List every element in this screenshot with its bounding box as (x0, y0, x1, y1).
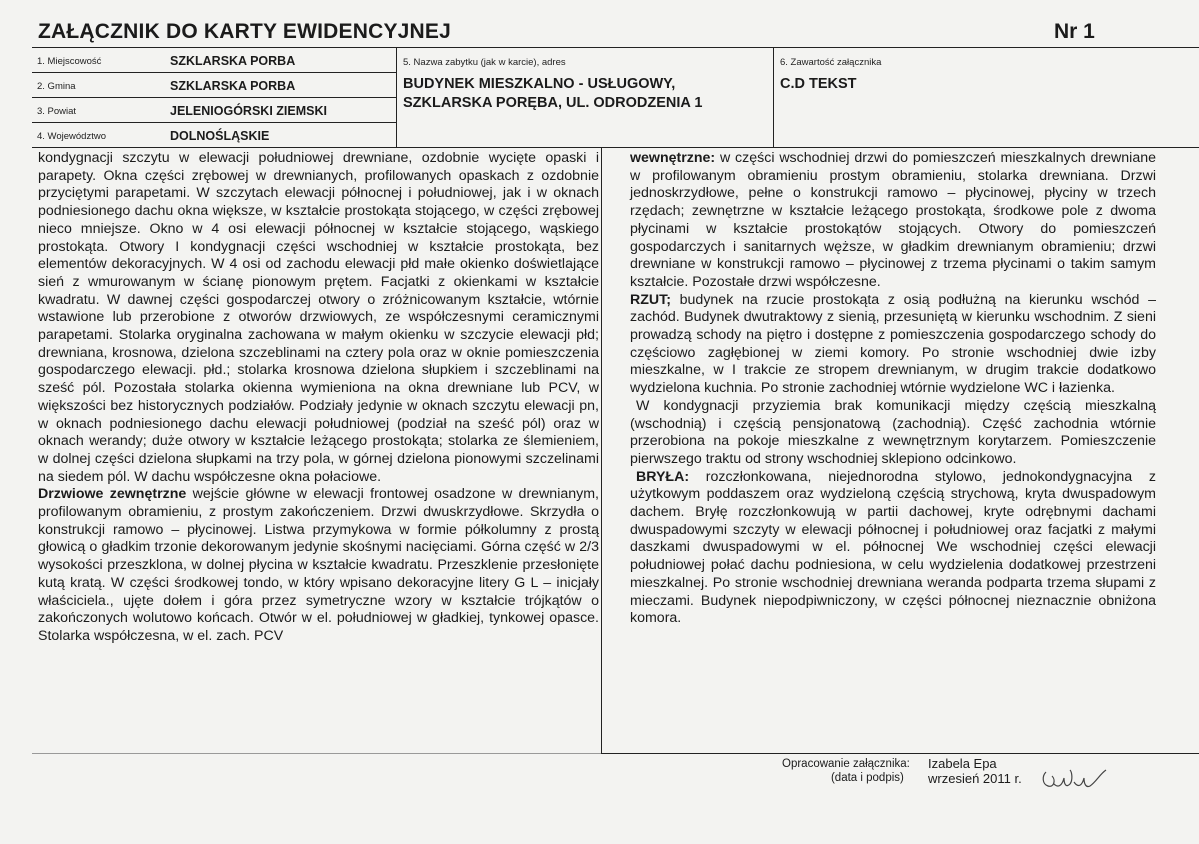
header-divider-1 (396, 48, 397, 147)
object-name-line2: SZKLARSKA PORĘBA, UL. ODRODZENIA 1 (403, 95, 703, 111)
field-value-county: JELENIOGÓRSKI ZIEMSKI (170, 104, 327, 118)
content-label: 6. Zawartość załącznika (780, 57, 882, 68)
header-row-line (32, 72, 396, 73)
exterior-doors-heading: Drzwiowe zewnętrzne (38, 486, 187, 503)
interior-doors-paragraph (630, 150, 1156, 292)
right-column (630, 150, 1156, 628)
field-label-locality: 1. Miejscowość (37, 56, 102, 67)
field-label-county: 3. Powiat (37, 106, 77, 117)
interior-doors-text: w części wschodniej drzwi do pomieszczeń mieszkalnych drewniane w profilowanym obramieniu prostym obramieniu, stolarka drewniana. Drzwi jednoskrzydłowe, pełne o konstrukcji ramowo – płycinowej, płyciny w trzech rzędach; zewnętrzne w kształcie leżącego prostokąta, środkowe pole z dwoma płycinami w kształcie prostokątów stojących. Otwory do pomieszczeń gospodarczych i sanitarnych węższe, w gładkim drewnianym obramieniu; drzwi drewniane w konstrukcji ramowo – płycinowej z trzema płycinami o takim samym kształcie. Pozostałe drzwi współczesne. (630, 150, 1156, 290)
header-bottom-rule (32, 147, 1199, 148)
footer-values (928, 757, 1022, 786)
windows-paragraph: kondygnacji szczytu w elewacji południowej drewniane, ozdobnie wycięte opaski i parapety. Okna części zrębowej w drewnianych, profilowanych opaskach z ozdobnie przyciętymi parapetami. W szczytach elewacji północnej i południowej, jak i w oknach podniesionego dachu okna większe, w kształcie prostokąta stojącego, w części zrębowej nieco mniejsze. Okno w 4 osi elewacji północnej w kształcie stojącego, wąskiego prostokąta. Otwory I kondygnacji części wschodniej w kształcie prostokąta, bez elementów dekoracyjnych. W 4 osi od zachodu elewacji płd małe okienko doświetlające sień z wmurowanym w ścianę pionowym prętem. Facjatki z okienkami w kształcie kwadratu. W dawnej części gospodarczej otwory o zróżnicowanym kształcie, wtórnie wstawione lub przerobione z otworów drzwiowych, ze współczesnymi ceramicznymi parapetami. Stolarka oryginalna zachowana w małym okienku w szczycie elewacji płd; drewniana, krosnowa, dzielona szczeblinami na cztery pola oraz w oknie pomieszczenia gospodarczego elewacji. płd.; stolarka krosnowa dzielona słupkiem i szczeblinami na sześć pól. Pozostała stolarka okienna wymieniona na okna drewniane lub PCV, w większości bez historycznych podziałów. Podziały jedynie w oknach szczytu elewacji pn, w oknach podniesionego dachu elewacji południowej (podział na sześć pól) oraz w oknach werandy; duże otwory w kształcie leżącego prostokąta; stolarka ze ślemieniem, w dolnej części dzielona słupkami na trzy pola, w górnej dzielona pionowymi szczelinami na siedem pól. W dachu współczesne okna połaciowe. (38, 150, 599, 485)
field-label-voivodeship: 4. Województwo (37, 131, 106, 142)
field-value-voivodeship: DOLNOŚLĄSKIE (170, 129, 270, 143)
author-name: Izabela Epa (928, 756, 997, 771)
object-name-line1: BUDYNEK MIESZKALNO - USŁUGOWY, (403, 76, 676, 92)
interior-doors-heading: wewnętrzne: (630, 150, 716, 166)
left-column (38, 150, 599, 646)
ground-floor-paragraph: W kondygnacji przyziemia brak komunikacji między częścią mieszkalną (wschodnią) i częścią pensjonatową (zachodnią). Część zachodnia wtórnie przerobiona na pokoje mieszkalne z wewnętrznym korytarzem. Pomieszczenie pierwszego traktu od strony wschodniej sklepiono odcinkowo. (630, 397, 1156, 467)
header-row-line (32, 122, 396, 123)
column-divider (601, 148, 602, 753)
field-label-commune: 2. Gmina (37, 81, 76, 92)
header-grid (32, 48, 1199, 147)
exterior-doors-text: wejście główne w elewacji frontowej osadzone w drewnianym, profilowanym obramieniu, z prostym zakończeniem. Drzwi dwuskrzydłowe. Skrzydła o konstrukcji ramowo – płycinowej. Listwa przymykowa w formie półkolumny z prostą głowicą o gładkim trzonie dekorowanym jedynie skośnymi nacięciami. Górna część w 2/3 wysokości przeszklona, w dolnej płycina w kształcie kwadratu. Przeszklenie przesłonięte kutą kratą. W części środkowej tondo, w który wpisano dekoracyjne litery G L – inicjały właściciela., ujęte dołem i góra przez symetryczne wzory w kształcie trójkątów o zakończonych wolutowo końcach. Otwór w el. południowej w gładkiej, tynkowej opasce. Stolarka współczesna, w el. zach. PCV (38, 486, 599, 644)
date-signature-label: (data i podpis) (830, 772, 904, 784)
footer-labels (782, 757, 910, 785)
plan-heading: RZUT; (630, 291, 671, 308)
handwritten-signature (1040, 762, 1112, 794)
content-value: C.D TEKST (780, 76, 857, 92)
object-name-label: 5. Nazwa zabytku (jak w karcie), adres (403, 57, 566, 68)
plan-text: budynek na rzucie prostokąta z osią podłużną na kierunku wschód – zachód. Budynek dwutraktowy z sienią, przesuniętą w kierunku wschodnim. Z sieni prowadzą schody na piętro i dostępne z pomieszczenia gospodarczego schody do częściowo zagłębionej w ziemi komory. Po stronie wschodniej dwie izby mieszkalne, w I trakcie ze stropem drewnianym, w drugim trakcie dodatkowo wydzielona kuchnia. Po stronie zachodniej wtórnie wydzielone WC i łazienka. (630, 291, 1156, 397)
footer-rule (601, 753, 1199, 754)
massing-text: rozczłonkowana, niejednorodna stylowo, jednokondygnacyjna z użytkowym poddaszem oraz wydzieloną częścią strychową, kryta dwuspadowym dachem. Bryłę rozczłonkowują w partii dachowej, kryte odrębnymi dachami dwuspadowymi szczyty w elewacji północnej i południowej oraz facjatki z małymi daszkami dwuspadowymi w el. północnej We wschodniej części elewacji południowej połać dachu podniesiona, w celu wydzielenia dodatkowej przestrzeni mieszkalnej. Po stronie wschodniej drewniana weranda podparta trzema słupami z mieczami. Budynek niepodpiwniczony, w części północnej nieznacznie obniżona komora. (630, 468, 1156, 627)
plan-paragraph (630, 292, 1156, 398)
prepared-by-label: Opracowanie załącznika: (782, 758, 910, 770)
massing-paragraph (630, 469, 1156, 628)
left-bottom-line (32, 753, 601, 754)
field-value-commune: SZKLARSKA PORBA (170, 79, 296, 93)
prepared-date: wrzesień 2011 r. (928, 770, 1022, 786)
header-row-line (32, 97, 396, 98)
document-title: ZAŁĄCZNIK DO KARTY EWIDENCYJNEJ (38, 20, 452, 43)
attachment-number: Nr 1 (1054, 20, 1095, 43)
field-value-locality: SZKLARSKA PORBA (170, 54, 296, 68)
massing-heading: BRYŁA: (636, 468, 690, 485)
exterior-doors-paragraph (38, 486, 599, 645)
header-divider-2 (773, 48, 774, 147)
